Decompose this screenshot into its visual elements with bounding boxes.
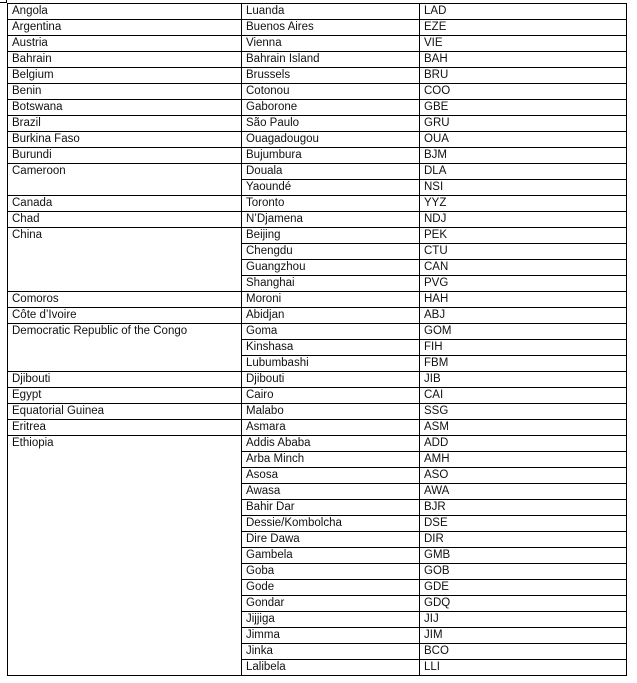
country-cell: Côte d’Ivoire [8, 308, 242, 324]
city-cell: Malabo [242, 404, 420, 420]
airport-code-cell: GBE [420, 100, 627, 116]
country-cell: Benin [8, 84, 242, 100]
airport-code-cell: CAI [420, 388, 627, 404]
airport-code-cell: PEK [420, 228, 627, 244]
table-row [8, 36, 627, 52]
airport-code-cell: GRU [420, 116, 627, 132]
table-row [8, 148, 627, 164]
table-row [8, 436, 627, 452]
country-cell: Belgium [8, 68, 242, 84]
airport-code-cell: BJM [420, 148, 627, 164]
country-cell: Austria [8, 36, 242, 52]
city-cell: Jinka [242, 644, 420, 660]
table-row [8, 404, 627, 420]
city-cell: Bujumbura [242, 148, 420, 164]
page-corner-mark [0, 0, 7, 3]
city-cell: Gambela [242, 548, 420, 564]
city-cell: Luanda [242, 4, 420, 20]
country-cell: Canada [8, 196, 242, 212]
country-cell: Egypt [8, 388, 242, 404]
airport-code-cell: LAD [420, 4, 627, 20]
city-cell: Goba [242, 564, 420, 580]
airport-code-cell: NDJ [420, 212, 627, 228]
table-row [8, 116, 627, 132]
airport-code-cell: DIR [420, 532, 627, 548]
city-cell: Djibouti [242, 372, 420, 388]
table-body [8, 4, 627, 676]
airport-code-cell: YYZ [420, 196, 627, 212]
city-cell: Beijing [242, 228, 420, 244]
table-row [8, 372, 627, 388]
airport-code-cell: HAH [420, 292, 627, 308]
country-cell: China [8, 228, 242, 292]
city-cell: Cotonou [242, 84, 420, 100]
city-cell: N’Djamena [242, 212, 420, 228]
country-cell: Brazil [8, 116, 242, 132]
airport-code-cell: JIJ [420, 612, 627, 628]
airport-code-cell: ADD [420, 436, 627, 452]
airport-code-cell: JIB [420, 372, 627, 388]
city-cell: Abidjan [242, 308, 420, 324]
city-cell: Douala [242, 164, 420, 180]
airport-code-cell: ASM [420, 420, 627, 436]
country-cell: Burkina Faso [8, 132, 242, 148]
city-cell: Cairo [242, 388, 420, 404]
city-cell: Addis Ababa [242, 436, 420, 452]
airport-code-cell: BJR [420, 500, 627, 516]
airport-code-cell: FIH [420, 340, 627, 356]
table-row [8, 84, 627, 100]
airport-codes-table [7, 3, 627, 676]
country-cell: Angola [8, 4, 242, 20]
table-row [8, 20, 627, 36]
city-cell: Jimma [242, 628, 420, 644]
table-row [8, 228, 627, 244]
city-cell: Brussels [242, 68, 420, 84]
city-cell: São Paulo [242, 116, 420, 132]
country-cell: Bahrain [8, 52, 242, 68]
city-cell: Asmara [242, 420, 420, 436]
airport-code-cell: EZE [420, 20, 627, 36]
city-cell: Kinshasa [242, 340, 420, 356]
airport-code-cell: GOM [420, 324, 627, 340]
airport-code-cell: FBM [420, 356, 627, 372]
city-cell: Goma [242, 324, 420, 340]
table-row [8, 324, 627, 340]
airport-code-cell: GOB [420, 564, 627, 580]
city-cell: Shanghai [242, 276, 420, 292]
city-cell: Ouagadougou [242, 132, 420, 148]
airport-code-cell: LLI [420, 660, 627, 676]
city-cell: Chengdu [242, 244, 420, 260]
airport-code-cell: ASO [420, 468, 627, 484]
airport-code-cell: DSE [420, 516, 627, 532]
table-row [8, 292, 627, 308]
airport-code-cell: BRU [420, 68, 627, 84]
city-cell: Jijjiga [242, 612, 420, 628]
table-row [8, 68, 627, 84]
table-row [8, 132, 627, 148]
city-cell: Toronto [242, 196, 420, 212]
airport-code-cell: GDE [420, 580, 627, 596]
airport-code-cell: ABJ [420, 308, 627, 324]
table-row [8, 388, 627, 404]
city-cell: Gode [242, 580, 420, 596]
table-row [8, 4, 627, 20]
country-cell: Argentina [8, 20, 242, 36]
table-row [8, 196, 627, 212]
city-cell: Dire Dawa [242, 532, 420, 548]
airport-code-cell: CTU [420, 244, 627, 260]
airport-code-cell: NSI [420, 180, 627, 196]
country-cell: Ethiopia [8, 436, 242, 676]
city-cell: Asosa [242, 468, 420, 484]
country-cell: Botswana [8, 100, 242, 116]
airport-code-cell: GDQ [420, 596, 627, 612]
city-cell: Moroni [242, 292, 420, 308]
country-cell: Djibouti [8, 372, 242, 388]
airport-code-cell: OUA [420, 132, 627, 148]
airport-code-cell: PVG [420, 276, 627, 292]
city-cell: Bahrain Island [242, 52, 420, 68]
country-cell: Burundi [8, 148, 242, 164]
table-row [8, 100, 627, 116]
country-cell: Eritrea [8, 420, 242, 436]
city-cell: Gondar [242, 596, 420, 612]
city-cell: Gaborone [242, 100, 420, 116]
airport-code-cell: BAH [420, 52, 627, 68]
table-row [8, 164, 627, 180]
airport-code-cell: CAN [420, 260, 627, 276]
city-cell: Vienna [242, 36, 420, 52]
airport-code-cell: GMB [420, 548, 627, 564]
city-cell: Bahir Dar [242, 500, 420, 516]
country-cell: Comoros [8, 292, 242, 308]
city-cell: Yaoundé [242, 180, 420, 196]
airport-code-cell: SSG [420, 404, 627, 420]
airport-code-cell: JIM [420, 628, 627, 644]
country-cell: Equatorial Guinea [8, 404, 242, 420]
airport-code-cell: COO [420, 84, 627, 100]
airport-code-cell: BCO [420, 644, 627, 660]
table-row [8, 52, 627, 68]
country-cell: Cameroon [8, 164, 242, 196]
airport-code-cell: AWA [420, 484, 627, 500]
country-cell: Chad [8, 212, 242, 228]
airport-code-cell: AMH [420, 452, 627, 468]
table-row [8, 420, 627, 436]
table-row [8, 308, 627, 324]
airport-code-cell: VIE [420, 36, 627, 52]
city-cell: Buenos Aires [242, 20, 420, 36]
city-cell: Awasa [242, 484, 420, 500]
city-cell: Lubumbashi [242, 356, 420, 372]
table-row [8, 212, 627, 228]
city-cell: Arba Minch [242, 452, 420, 468]
airport-code-cell: DLA [420, 164, 627, 180]
city-cell: Lalibela [242, 660, 420, 676]
country-cell: Democratic Republic of the Congo [8, 324, 242, 372]
city-cell: Guangzhou [242, 260, 420, 276]
city-cell: Dessie/Kombolcha [242, 516, 420, 532]
